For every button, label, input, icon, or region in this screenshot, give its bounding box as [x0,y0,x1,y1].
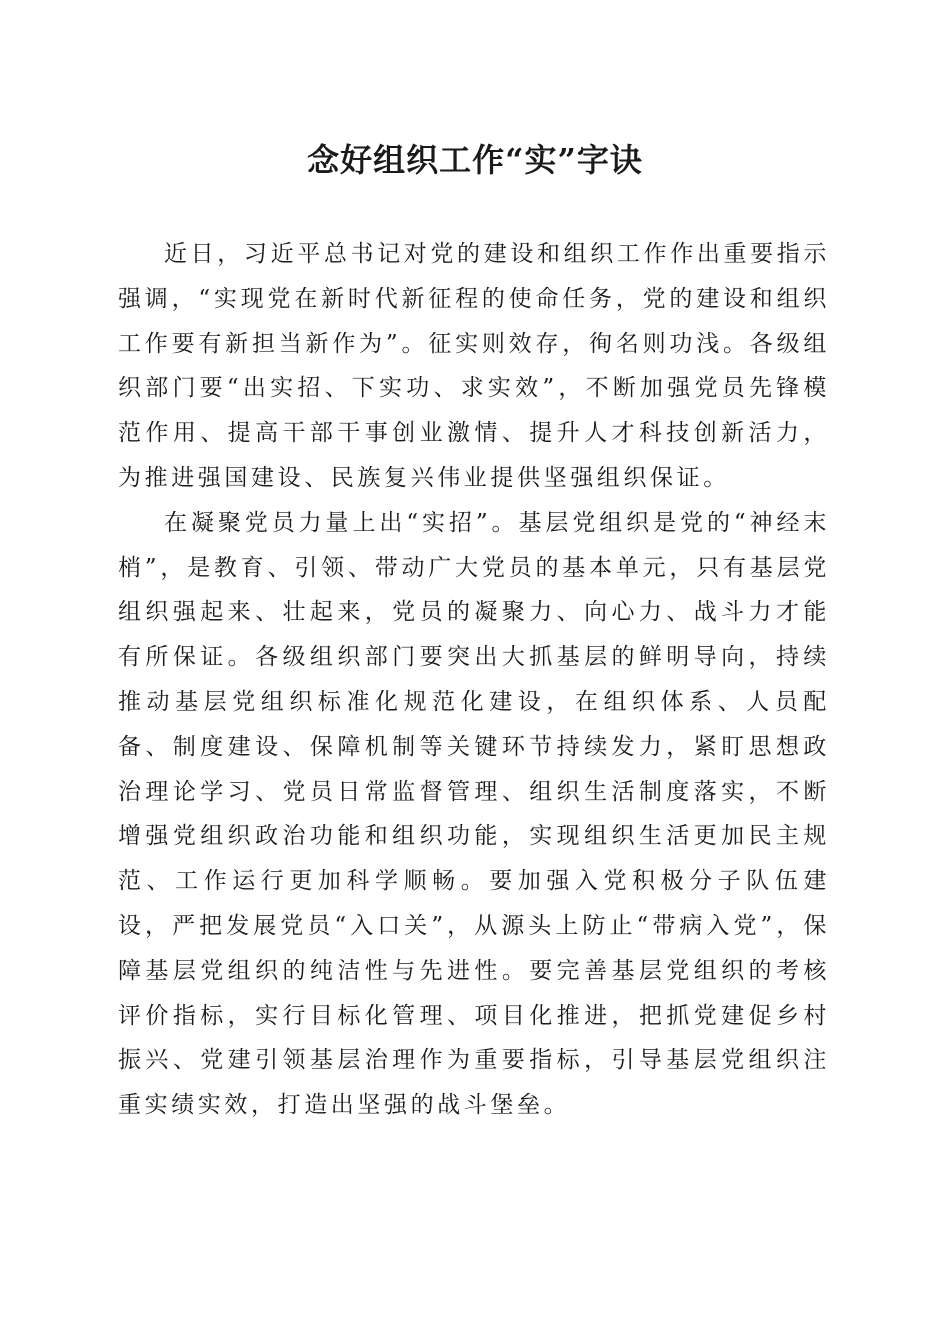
document-body [118,232,830,1128]
document-title: 念好组织工作“实”字诀 [307,141,643,179]
paragraph-party-members: 在凝聚党员力量上出“实招”。基层党组织是党的“神经末梢”，是教育、引领、带动广大党员的基本单元，只有基层党组织强起来、壮起来，党员的凝聚力、向心力、战斗力才能有所保证。各级组织部门要突出大抓基层的鲜明导向，持续推动基层党组织标准化规范化建设，在组织体系、人员配备、制度建设、保障机制等关键环节持续发力，紧盯思想政治理论学习、党员日常监督管理、组织生活制度落实，不断增强党组织政治功能和组织功能，实现组织生活更加民主规范、工作运行更加科学顺畅。要加强入党积极分子队伍建设，严把发展党员“入口关”，从源头上防止“带病入党”，保障基层党组织的纯洁性与先进性。要完善基层党组织的考核评价指标，实行目标化管理、项目化推进，把抓党建促乡村振兴、党建引领基层治理作为重要指标，引导基层党组织注重实绩实效，打造出坚强的战斗堡垒。 [118,509,830,1119]
paragraph-intro: 近日，习近平总书记对党的建设和组织工作作出重要指示强调，“实现党在新时代新征程的使命任务，党的建设和组织工作要有新担当新作为”。征实则效存，徇名则功浅。各级组织部门要“出实招、下实功、求实效”，不断加强党员先锋模范作用、提高干部干事创业激情、提升人才科技创新活力，为推进强国建设、民族复兴伟业提供坚强组织保证。 [118,241,830,491]
